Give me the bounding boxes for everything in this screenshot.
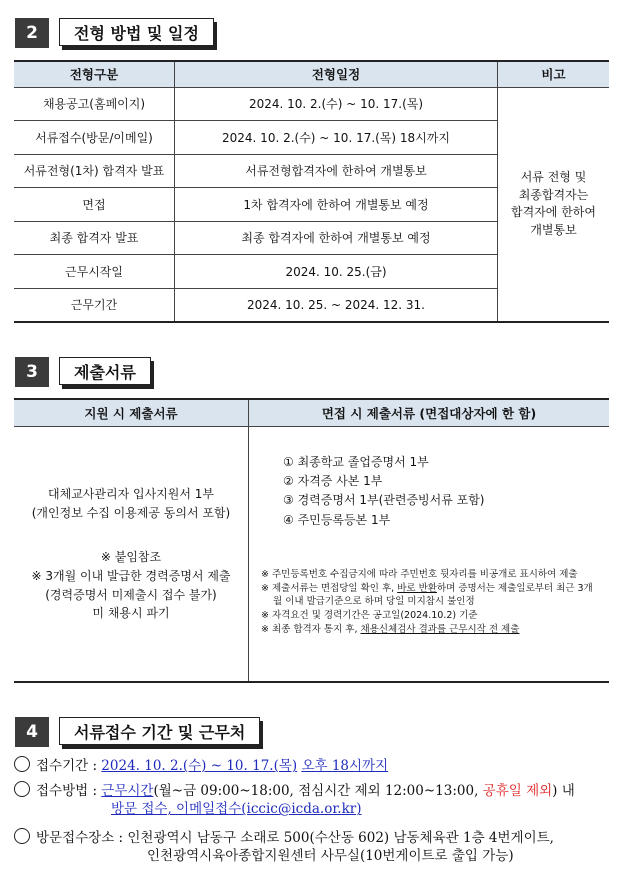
doc-note: ※ 3개월 이내 발급한 경력증명서 제출: [31, 569, 231, 583]
list-item: ④ 주민등록등본 1부: [283, 512, 391, 527]
interview-doc-list: [283, 453, 599, 530]
method-visit-email: 방문 접수, 이메일접수: [111, 801, 242, 818]
remark-line: 최종합격자는: [518, 187, 589, 202]
interview-docs-cell: [249, 427, 610, 683]
column-header: 비고: [498, 61, 610, 87]
column-header: 전형구분: [14, 61, 175, 87]
stage-cell: 서류전형(1차) 합격자 발표: [14, 154, 175, 188]
column-header: 전형일정: [175, 61, 498, 87]
section-title: 제출서류: [59, 357, 151, 385]
note-item: ※ 제출서류는 면접당일 확인 후, 바로 반환하며 증명서는 제출일로부터 최근 3개월 이내 발급기준으로 하며 당일 미지참시 불인정: [261, 582, 593, 608]
doc-line: 대체교사관리자 입사지원서 1부: [48, 487, 214, 502]
stage-cell: 근무시작일: [14, 255, 175, 289]
period-date: 2024. 10. 2.(수) ~ 10. 17.(목): [101, 758, 298, 774]
section-number: 4: [15, 717, 49, 747]
remark-line: 개별통보: [530, 222, 577, 237]
section-number: 2: [15, 18, 49, 48]
period-time: 오후 18시까지: [301, 758, 389, 774]
schedule-table: [14, 60, 609, 323]
schedule-cell: 2024. 10. 25. ~ 2024. 12. 31.: [175, 288, 498, 322]
schedule-cell: 서류전형합격자에 한하여 개별통보: [175, 154, 498, 188]
application-docs-cell: [14, 427, 249, 683]
list-item: ③ 경력증명서 1부(관련증빙서류 포함): [283, 493, 485, 508]
section-number: 3: [15, 357, 49, 387]
schedule-cell: 2024. 10. 2.(수) ~ 10. 17.(목): [175, 87, 498, 121]
email-link[interactable]: (iccic@icda.or.kr): [241, 801, 362, 818]
list-item: ② 자격증 사본 1부: [283, 474, 383, 489]
doc-line: (개인정보 수집 이용제공 동의서 포함): [31, 505, 231, 520]
circle-bullet-icon: [14, 781, 30, 797]
section-title: 서류접수 기간 및 근무처: [59, 717, 260, 745]
note-item: ※ 자격요건 및 경력기간은 공고일(2024.10.2) 기준: [261, 610, 478, 622]
schedule-cell: 2024. 10. 2.(수) ~ 10. 17.(목) 18시까지: [175, 121, 498, 155]
application-period: 접수기간 : 2024. 10. 2.(수) ~ 10. 17.(목) 오후 18시까지: [14, 756, 388, 775]
remark-cell: [498, 87, 610, 322]
stage-cell: 최종 합격자 발표: [14, 221, 175, 255]
location-line2: 인천광역시육아종합지원센터 사무실(10번게이트로 출입 가능): [147, 848, 514, 865]
note-item: ※ 최종 합격자 통지 후, 채용신체검사 결과를 근무시작 전 제출: [261, 623, 520, 635]
table-row: [14, 87, 609, 121]
stage-cell: 면접: [14, 188, 175, 222]
note-item: ※ 주민등록번호 수집금지에 따라 주민번호 뒷자리를 비공개로 표시하여 제출: [261, 568, 578, 580]
circle-bullet-icon: [14, 756, 30, 772]
list-item: ① 최종학교 졸업증명서 1부: [283, 455, 429, 469]
visit-location: 방문접수장소 : 인천광역시 남동구 소래로 500(수산동 602) 남동체육관 1층 4번게이트, 인천광역시육아종합지원센터 사무실(10번게이트로 출입 가능): [14, 828, 614, 865]
stage-cell: 근무기간: [14, 288, 175, 322]
stage-cell: 채용공고(홈페이지): [14, 87, 175, 121]
remark-line: 서류 전형 및: [520, 170, 587, 185]
doc-note: ※ 붙임참조: [100, 550, 162, 565]
doc-note: 미 채용시 파기: [92, 606, 170, 621]
section-title: 전형 방법 및 일정: [59, 18, 214, 46]
application-method: 접수방법 : 근무시간(월~금 09:00~18:00, 점심시간 제외 12:00~13:00, 공휴일 제외) 내 방문 접수, 이메일접수(iccic@icda.or.kr): [14, 781, 604, 818]
schedule-cell: 최종 합격자에 한하여 개별통보 예정: [175, 221, 498, 255]
schedule-cell: 1차 합격자에 한하여 개별통보 예정: [175, 188, 498, 222]
stage-cell: 서류접수(방문/이메일): [14, 121, 175, 155]
circle-bullet-icon: [14, 828, 30, 844]
column-header: 면접 시 제출서류 (면접대상자에 한 함): [249, 399, 610, 427]
schedule-cell: 2024. 10. 25.(금): [175, 255, 498, 289]
remark-line: 합격자에 한하여: [511, 205, 596, 220]
doc-note: (경력증명서 미제출시 접수 불가): [45, 587, 217, 602]
interview-notes: [261, 568, 599, 637]
column-header: 지원 시 제출서류: [14, 399, 249, 427]
documents-table: [14, 398, 609, 683]
